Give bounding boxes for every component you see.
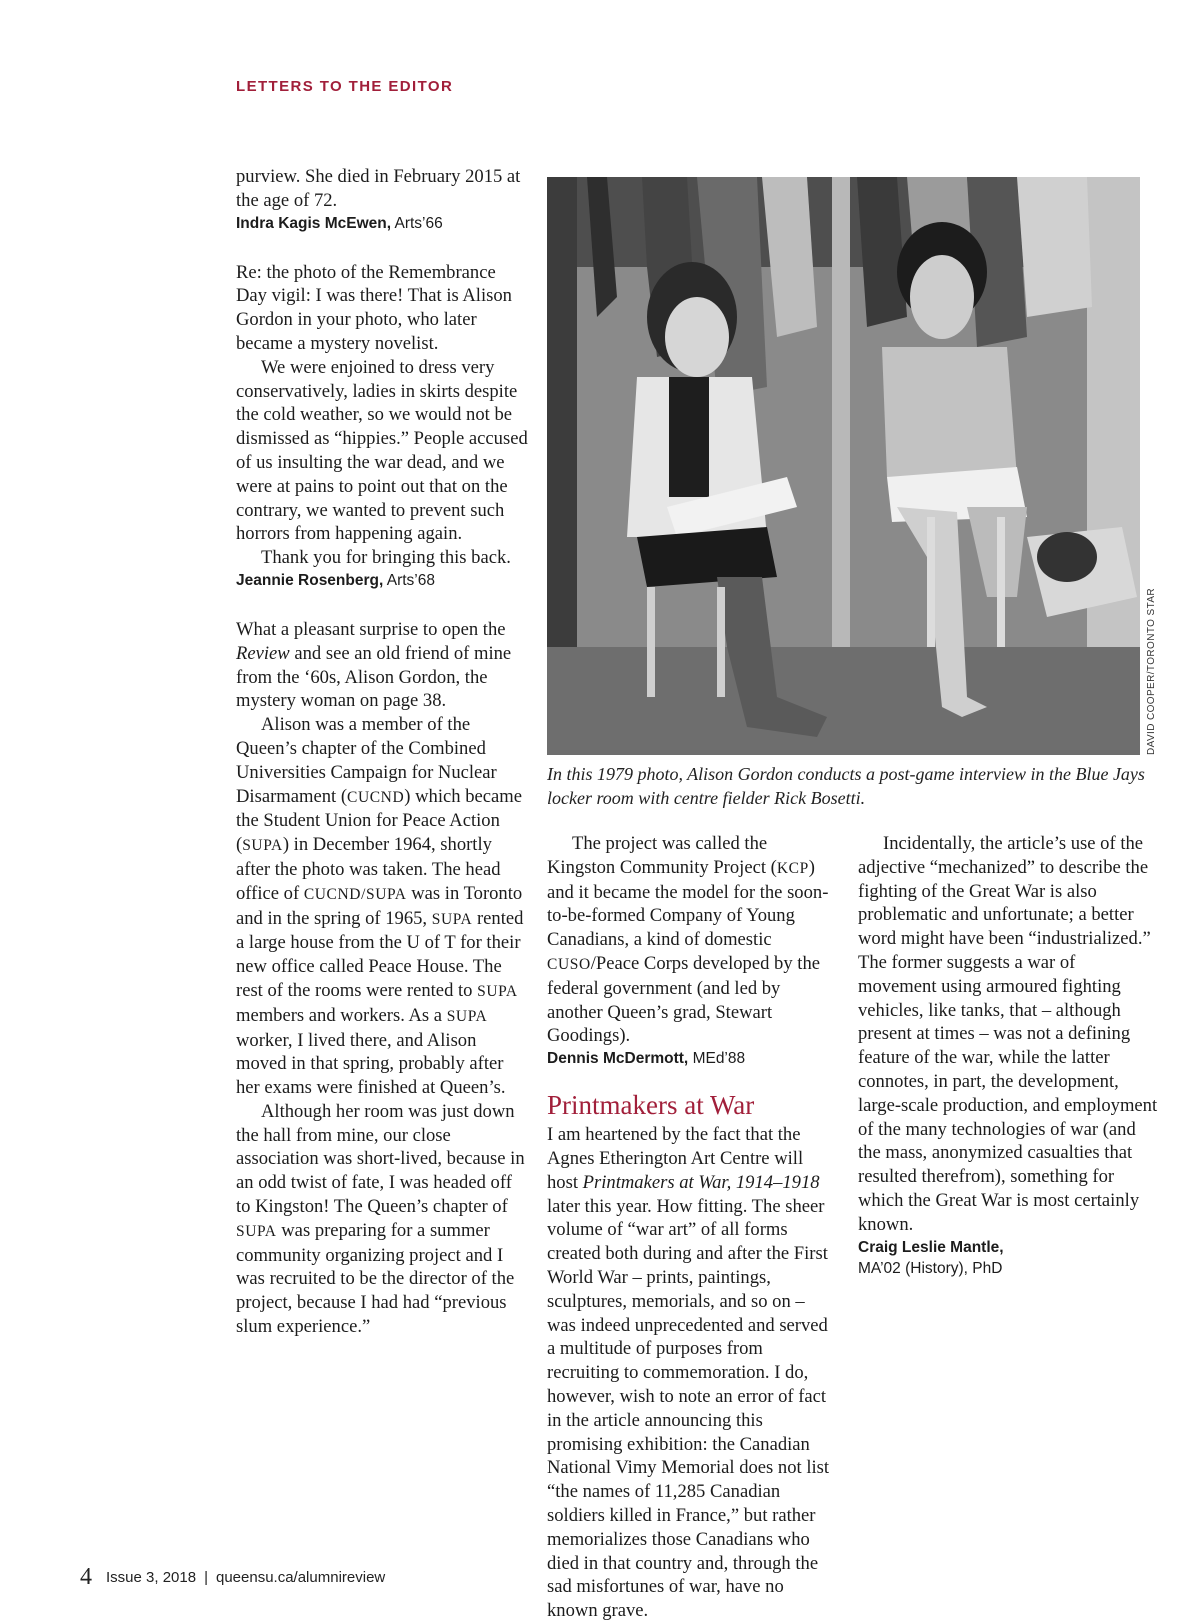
photo-caption: In this 1979 photo, Alison Gordon conducts a post-game interview in the Blue Jays locker room with centre fielder Rick Bosetti. (547, 764, 1145, 808)
letter3-degree: MEd’88 (692, 1050, 746, 1068)
letter1-signature (236, 213, 528, 234)
footer-url: queensu.ca/alumnireview (215, 1569, 386, 1586)
letter4-signature (858, 1237, 1158, 1279)
letter2-signature (236, 570, 528, 591)
photo-illustration (547, 177, 1140, 755)
letter4-para-2: Incidentally, the article’s use of the adjective “mechanized” to describe the fighting of the Great War is also problematic and unfortunate; a better word might have been “industrialized.” The former suggests a war of movement using armoured fighting vehicles, like tanks, that – although present at times – was not a defining feature of the war, while the latter connotes, in part, the development, large-scale production, and employment of the many technologies of war (and the mass, anonymized casualties that resulted therefrom), something for which the Great War is most certainly known. (858, 833, 1158, 1235)
middle-column (547, 832, 837, 1623)
letter3-para-4: The project was called the Kingston Community Project (KCP) and it became the model for the soon-to-be-formed Company of Young Canadians, a kind of domestic CUSO/Peace Corps developed by the federal government (and led by another Queen’s grad, Stewart Goodings). (547, 833, 829, 1047)
letter1-degree: Arts’66 (394, 214, 443, 232)
letter3-para-1: What a pleasant surprise to open the Review and see an old friend of mine from the ‘60s, Alison Gordon, the mystery woman on page 38. (236, 618, 512, 712)
letter3-para-3: Although her room was just down the hall from mine, our close association was short-lived, because in an odd twist of fate, I was headed off to Kingston! The Queen’s chapter of SUPA was preparing for a summer community organizing project and I was recruited to be the director of the project, because I had had “previous slum experience.” (236, 1100, 525, 1338)
letter3-author: Dennis McDermott, (547, 1050, 689, 1068)
letter2-para-3: Thank you for bringing this back. (261, 547, 511, 569)
issue-label: Issue 3, 2018 (106, 1569, 197, 1586)
footer-separator: | (204, 1569, 208, 1586)
letter1-author: Indra Kagis McEwen, (236, 214, 392, 232)
letter2-author: Jeannie Rosenberg, (236, 571, 384, 589)
left-column (236, 165, 528, 1339)
right-column (858, 832, 1158, 1279)
letter4-para-1: I am heartened by the fact that the Agnes Etherington Art Centre will host Printmakers at War, 1914–1918 later this year. How fitting. The sheer volume of “war art” of all forms created both during and after the First World War – prints, paintings, sculptures, memorials, and so on – was indeed unprecedented and served a multitude of purposes from recruiting to commemoration. I do, however, wish to note an error of fact in the article announcing this promising exhibition: the Canadian National Vimy Memorial does not list “the names of 11,285 Canadian soldiers killed in France,” but rather memorializes those Canadians who died in that country and, through the sad misfortunes of war, have no known grave. (547, 1124, 830, 1622)
letter4-degree: MA’02 (History), PhD (858, 1259, 1003, 1277)
letter3-signature (547, 1048, 837, 1069)
page-number: 4 (80, 1564, 92, 1590)
locker-room-photo (547, 177, 1140, 755)
letter4-author: Craig Leslie Mantle, (858, 1238, 1004, 1256)
letter2-para-2: We were enjoined to dress very conservatively, ladies in skirts despite the cold weather, so we would not be dismissed as “hippies.” People accused of us insulting the war dead, and we were at pains to point out that on the contrary, we wanted to prevent such horrors from happening again. (236, 356, 528, 545)
letter2-degree: Arts’68 (386, 571, 435, 589)
page-footer (80, 1564, 385, 1591)
letter3-para-2: Alison was a member of the Queen’s chapter of the Combined Universities Campaign for Nuclear Disarmament (CUCND) which became the Student Union for Peace Action (SUPA) in December 1964, shortly after the photo was taken. The head office of CUCND/SUPA was in Toronto and in the spring of 1965, SUPA rented a large house from the U of T for their new office called Peace House. The rest of the rooms were rented to SUPA members and workers. As a SUPA worker, I lived there, and Alison moved in that spring, probably after her exams were finished at Queen’s. (236, 714, 524, 1099)
letter1-text: purview. She died in February 2015 at the age of 72. (236, 166, 521, 211)
photo-credit: DAVID COOPER/TORONTO STAR (1146, 587, 1157, 755)
section-label: LETTERS TO THE EDITOR (236, 78, 454, 95)
letter2-para-1: Re: the photo of the Remembrance Day vigil: I was there! That is Alison Gordon in your photo, who later became a mystery novelist. (236, 261, 512, 354)
letter4-title: Printmakers at War (547, 1090, 755, 1121)
